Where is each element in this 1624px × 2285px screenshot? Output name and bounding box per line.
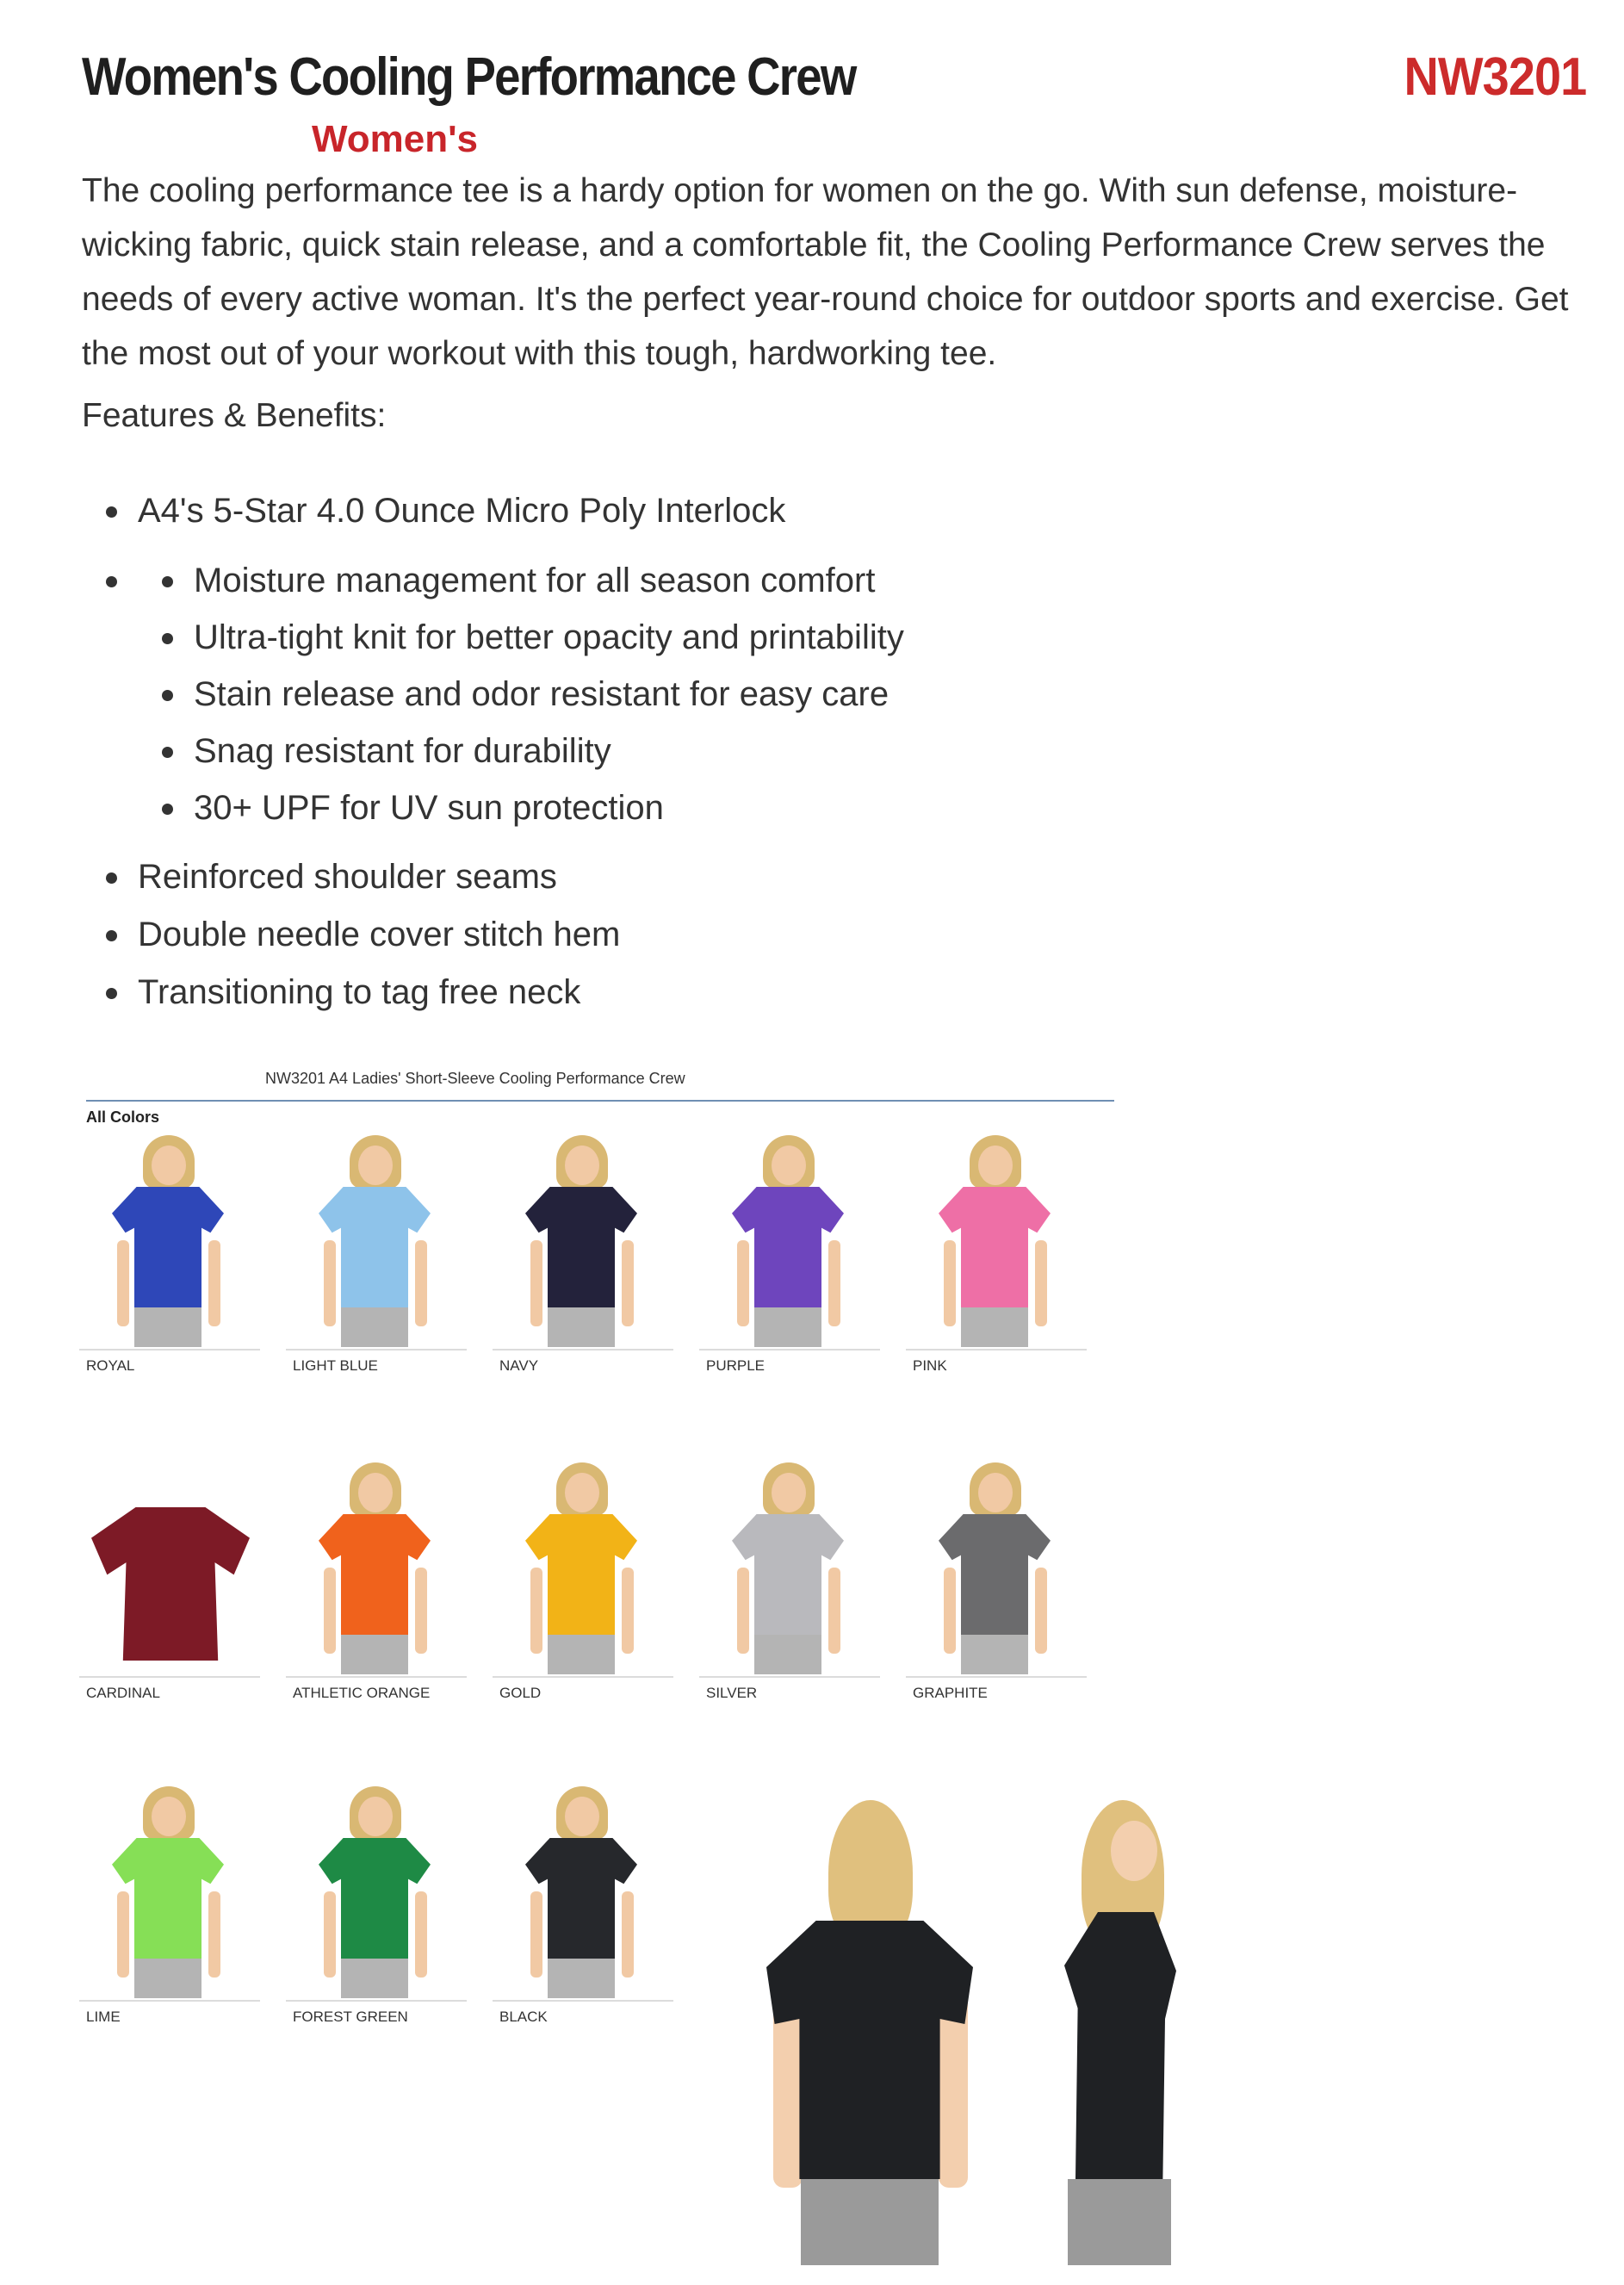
- color-swatch-black[interactable]: [493, 1778, 673, 2002]
- page-title: Women's Cooling Performance Crew: [82, 47, 856, 107]
- sub-feature-item: Moisture management for all season comfort: [138, 552, 1115, 609]
- feature-item: Double needle cover stitch hem: [82, 906, 1115, 964]
- feature-sublist: [82, 552, 1115, 836]
- color-name-label: BLACK: [499, 2009, 548, 2025]
- color-name-label: LIME: [86, 2009, 121, 2025]
- color-name-label: PURPLE: [706, 1357, 766, 1374]
- color-name-label: GOLD: [499, 1685, 542, 1701]
- color-swatch-gold[interactable]: [493, 1454, 673, 1678]
- model-back-view-image: [758, 1800, 982, 2265]
- all-colors-label: All Colors: [86, 1108, 160, 1126]
- features-heading: Features & Benefits:: [82, 397, 387, 434]
- color-swatch-forest-green[interactable]: [286, 1778, 467, 2002]
- color-name-label: GRAPHITE: [913, 1685, 988, 1701]
- category-subtitle: Women's: [312, 118, 479, 160]
- color-swatch-purple[interactable]: [699, 1127, 880, 1351]
- color-swatch-lime[interactable]: [79, 1778, 260, 2002]
- color-swatch-royal[interactable]: [79, 1127, 260, 1351]
- color-name-label: NAVY: [499, 1357, 539, 1374]
- color-swatch-navy[interactable]: [493, 1127, 673, 1351]
- feature-label: A4's 5-Star 4.0 Ounce Micro Poly Interlock: [138, 492, 786, 530]
- color-swatch-light-blue[interactable]: [286, 1127, 467, 1351]
- color-name-label: ATHLETIC ORANGE: [293, 1685, 431, 1701]
- product-description: The cooling performance tee is a hardy option for women on the go. With sun defense, moisture-wicking fabric, quick stain release, and a comfortable fit, the Cooling Performance Crew serves the needs of every active woman. It's the perfect year-round choice for outdoor sports and exercise. Get the most out of your workout with this tough, hardworking tee.: [82, 172, 1569, 372]
- shirt-flat-image: [91, 1507, 250, 1661]
- color-swatch-pink[interactable]: [906, 1127, 1087, 1351]
- color-name-label: ROYAL: [86, 1357, 135, 1374]
- color-swatch-graphite[interactable]: [906, 1454, 1087, 1678]
- color-name-label: CARDINAL: [86, 1685, 160, 1701]
- sub-feature-item: Stain release and odor resistant for easy care: [138, 666, 1115, 723]
- model-side-view-image: [1051, 1800, 1197, 2265]
- feature-sublist-container: [82, 552, 1115, 836]
- color-name-label: SILVER: [706, 1685, 758, 1701]
- color-name-label: PINK: [913, 1357, 947, 1374]
- color-swatch-silver[interactable]: [699, 1454, 880, 1678]
- color-name-label: LIGHT BLUE: [293, 1357, 378, 1374]
- feature-item: Transitioning to tag free neck: [82, 964, 1115, 1021]
- color-swatch-cardinal[interactable]: [79, 1454, 260, 1678]
- color-swatch-athletic-orange[interactable]: [286, 1454, 467, 1678]
- sub-feature-item: 30+ UPF for UV sun protection: [138, 779, 1115, 836]
- divider: [86, 1100, 1114, 1102]
- color-chart-title: NW3201 A4 Ladies' Short-Sleeve Cooling Performance Crew: [265, 1070, 685, 1087]
- sub-feature-item: Ultra-tight knit for better opacity and printability: [138, 609, 1115, 666]
- feature-item: Reinforced shoulder seams: [82, 848, 1115, 906]
- features-list: [82, 482, 1115, 1021]
- sub-feature-item: Snag resistant for durability: [138, 723, 1115, 779]
- feature-item: [82, 482, 1115, 540]
- color-name-label: FOREST GREEN: [293, 2009, 408, 2025]
- product-code: NW3201: [1404, 47, 1586, 107]
